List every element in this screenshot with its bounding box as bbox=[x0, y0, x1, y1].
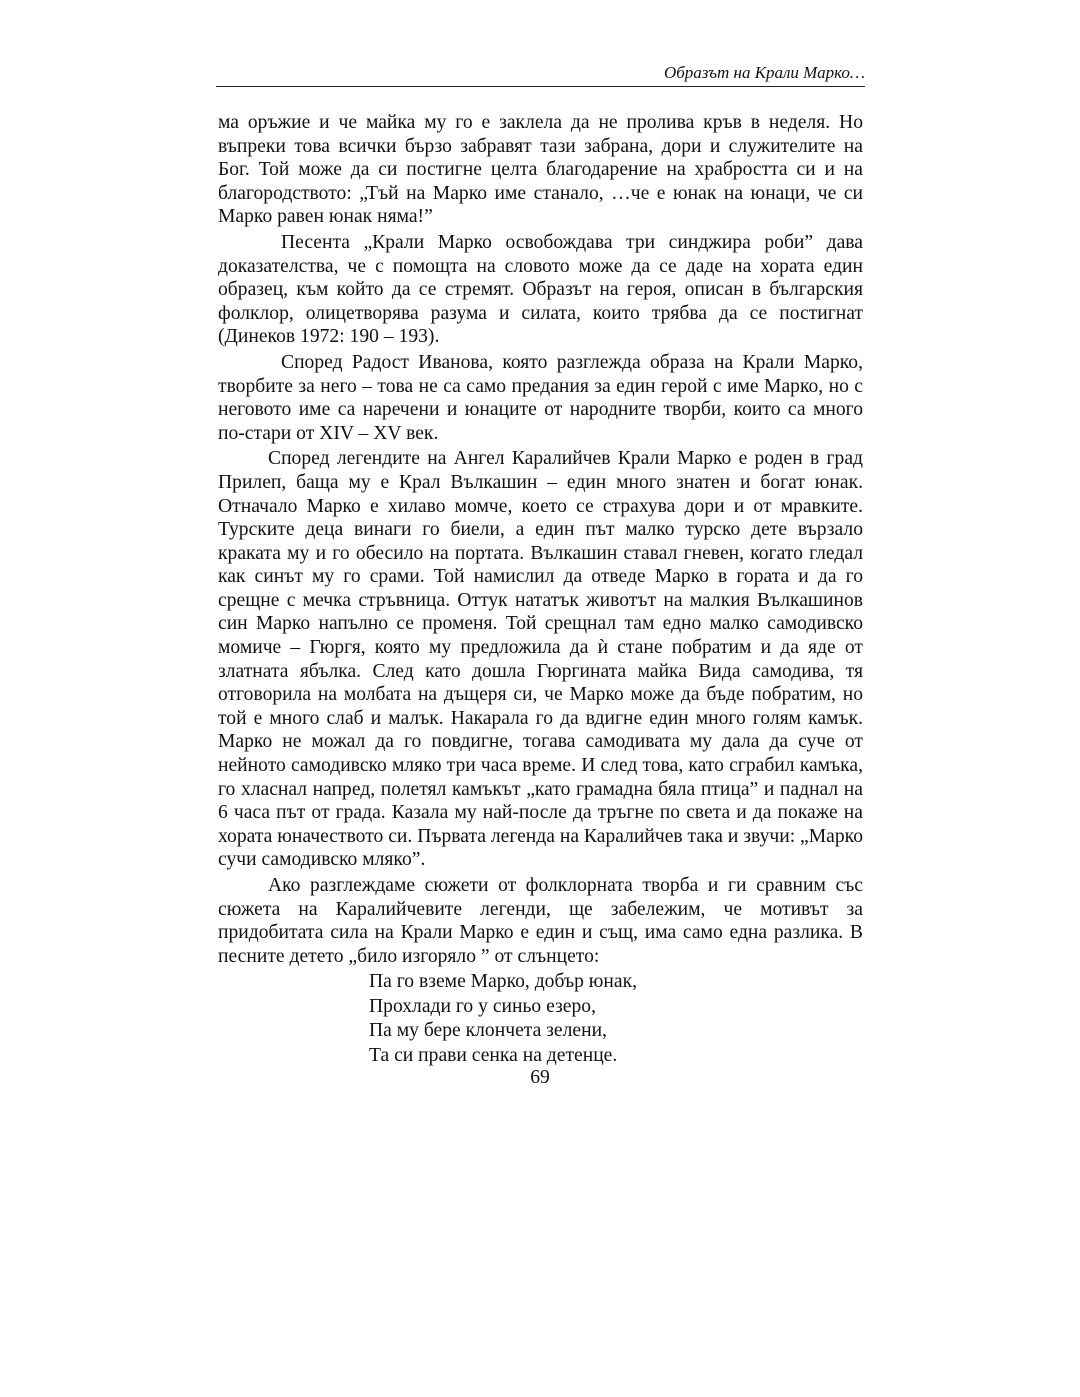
paragraph: Песента „Крали Марко освобождава три синджира роби” дава доказателства, че с помощта на словото може да се даде на хората един образец, към който да се стремят. Образът на героя, описан в българския фолклор, олицетворява разума и силата, които трябва да се постигнат (Динеков 1972: 190 – 193). bbox=[218, 231, 863, 348]
paragraph: Според Радост Иванова, която разглежда образа на Крали Марко, творбите за него – това не са само предания за един герой с име Марко, но с неговото име са наречени и юнаците от народните творби, които са много по-стари от XIV – XV век. bbox=[218, 351, 863, 444]
body-text bbox=[218, 111, 863, 968]
running-title: Образът на Крали Марко… bbox=[663, 63, 865, 82]
page-number: 69 bbox=[530, 1067, 550, 1088]
paragraph: Ако разглеждаме сюжети от фолклорната творба и ги сравним със сюжета на Каралийчевите легенди, ще забележим, че мотивът за придобитата сила на Крали Марко е един и същ, има само една разлика. В песните детето „било изгоряло ” от слънцето: bbox=[218, 875, 863, 967]
verse-line: Па му бере клончета зелени, bbox=[369, 1020, 607, 1041]
verse-line: Та си прави сенка на детенце. bbox=[369, 1044, 618, 1066]
paragraph: Според легендите на Ангел Каралийчев Крали Марко е роден в град Прилеп, баща му е Крал Вълкашин – един много знатен и богат юнак. Отначало Марко е хилаво момче, което се страхува дори и от мравките. Турските деца винаги го биели, а един път малко турско дете вързало краката му и го обесило на портата. Вълкашин ставал гневен, когато гледал как синът му го срами. Той намислил да отведе Марко в гората и да го срещне с мечка стръвница. Оттук нататък животът на малкия Вълкашинов син Марко напълно се променя. Той срещнал там едно малко самодивско момиче – Гюргя, която му предложила да ѝ стане побратим и да яде от златната ябълка. След като дошла Гюргината майка Вида самодива, тя отговорила на молбата на дъщеря си, че Марко може да бъде побратим, но той е много слаб и малък. Накарала го да вдигне един много голям камък. Марко не можал да го повдигне, тогава самодивата му дала да суче от нейното самодивско мляко три часа време. И след това, като сграбил камъка, го хласнал напред, полетял камъкът „като грамадна бяла птица” и паднал на 6 часа път от града. Казала му най-после да тръгне по света и да покаже на хората юначеството си. Първата легенда на Каралийчев така и звучи: „Марко сучи самодивско мляко”. bbox=[218, 448, 863, 871]
verse-quote bbox=[369, 970, 637, 1068]
paragraph: ма оръжие и че майка му го е заклела да не пролива кръв в неделя. Но въпреки това всички бързо забравят тази забрана, дори и служителите на Бог. Той може да си постигне целта благодарение на храбростта си и на благородството: „Тъй на Марко име станало, …че е юнак на юнаци, че си Марко равен юнак няма!” bbox=[218, 112, 863, 228]
verse-line: Прохлади го у синьо езеро, bbox=[369, 995, 596, 1017]
verse-line: Па го вземе Марко, добър юнак, bbox=[369, 971, 638, 992]
running-header bbox=[216, 62, 865, 87]
